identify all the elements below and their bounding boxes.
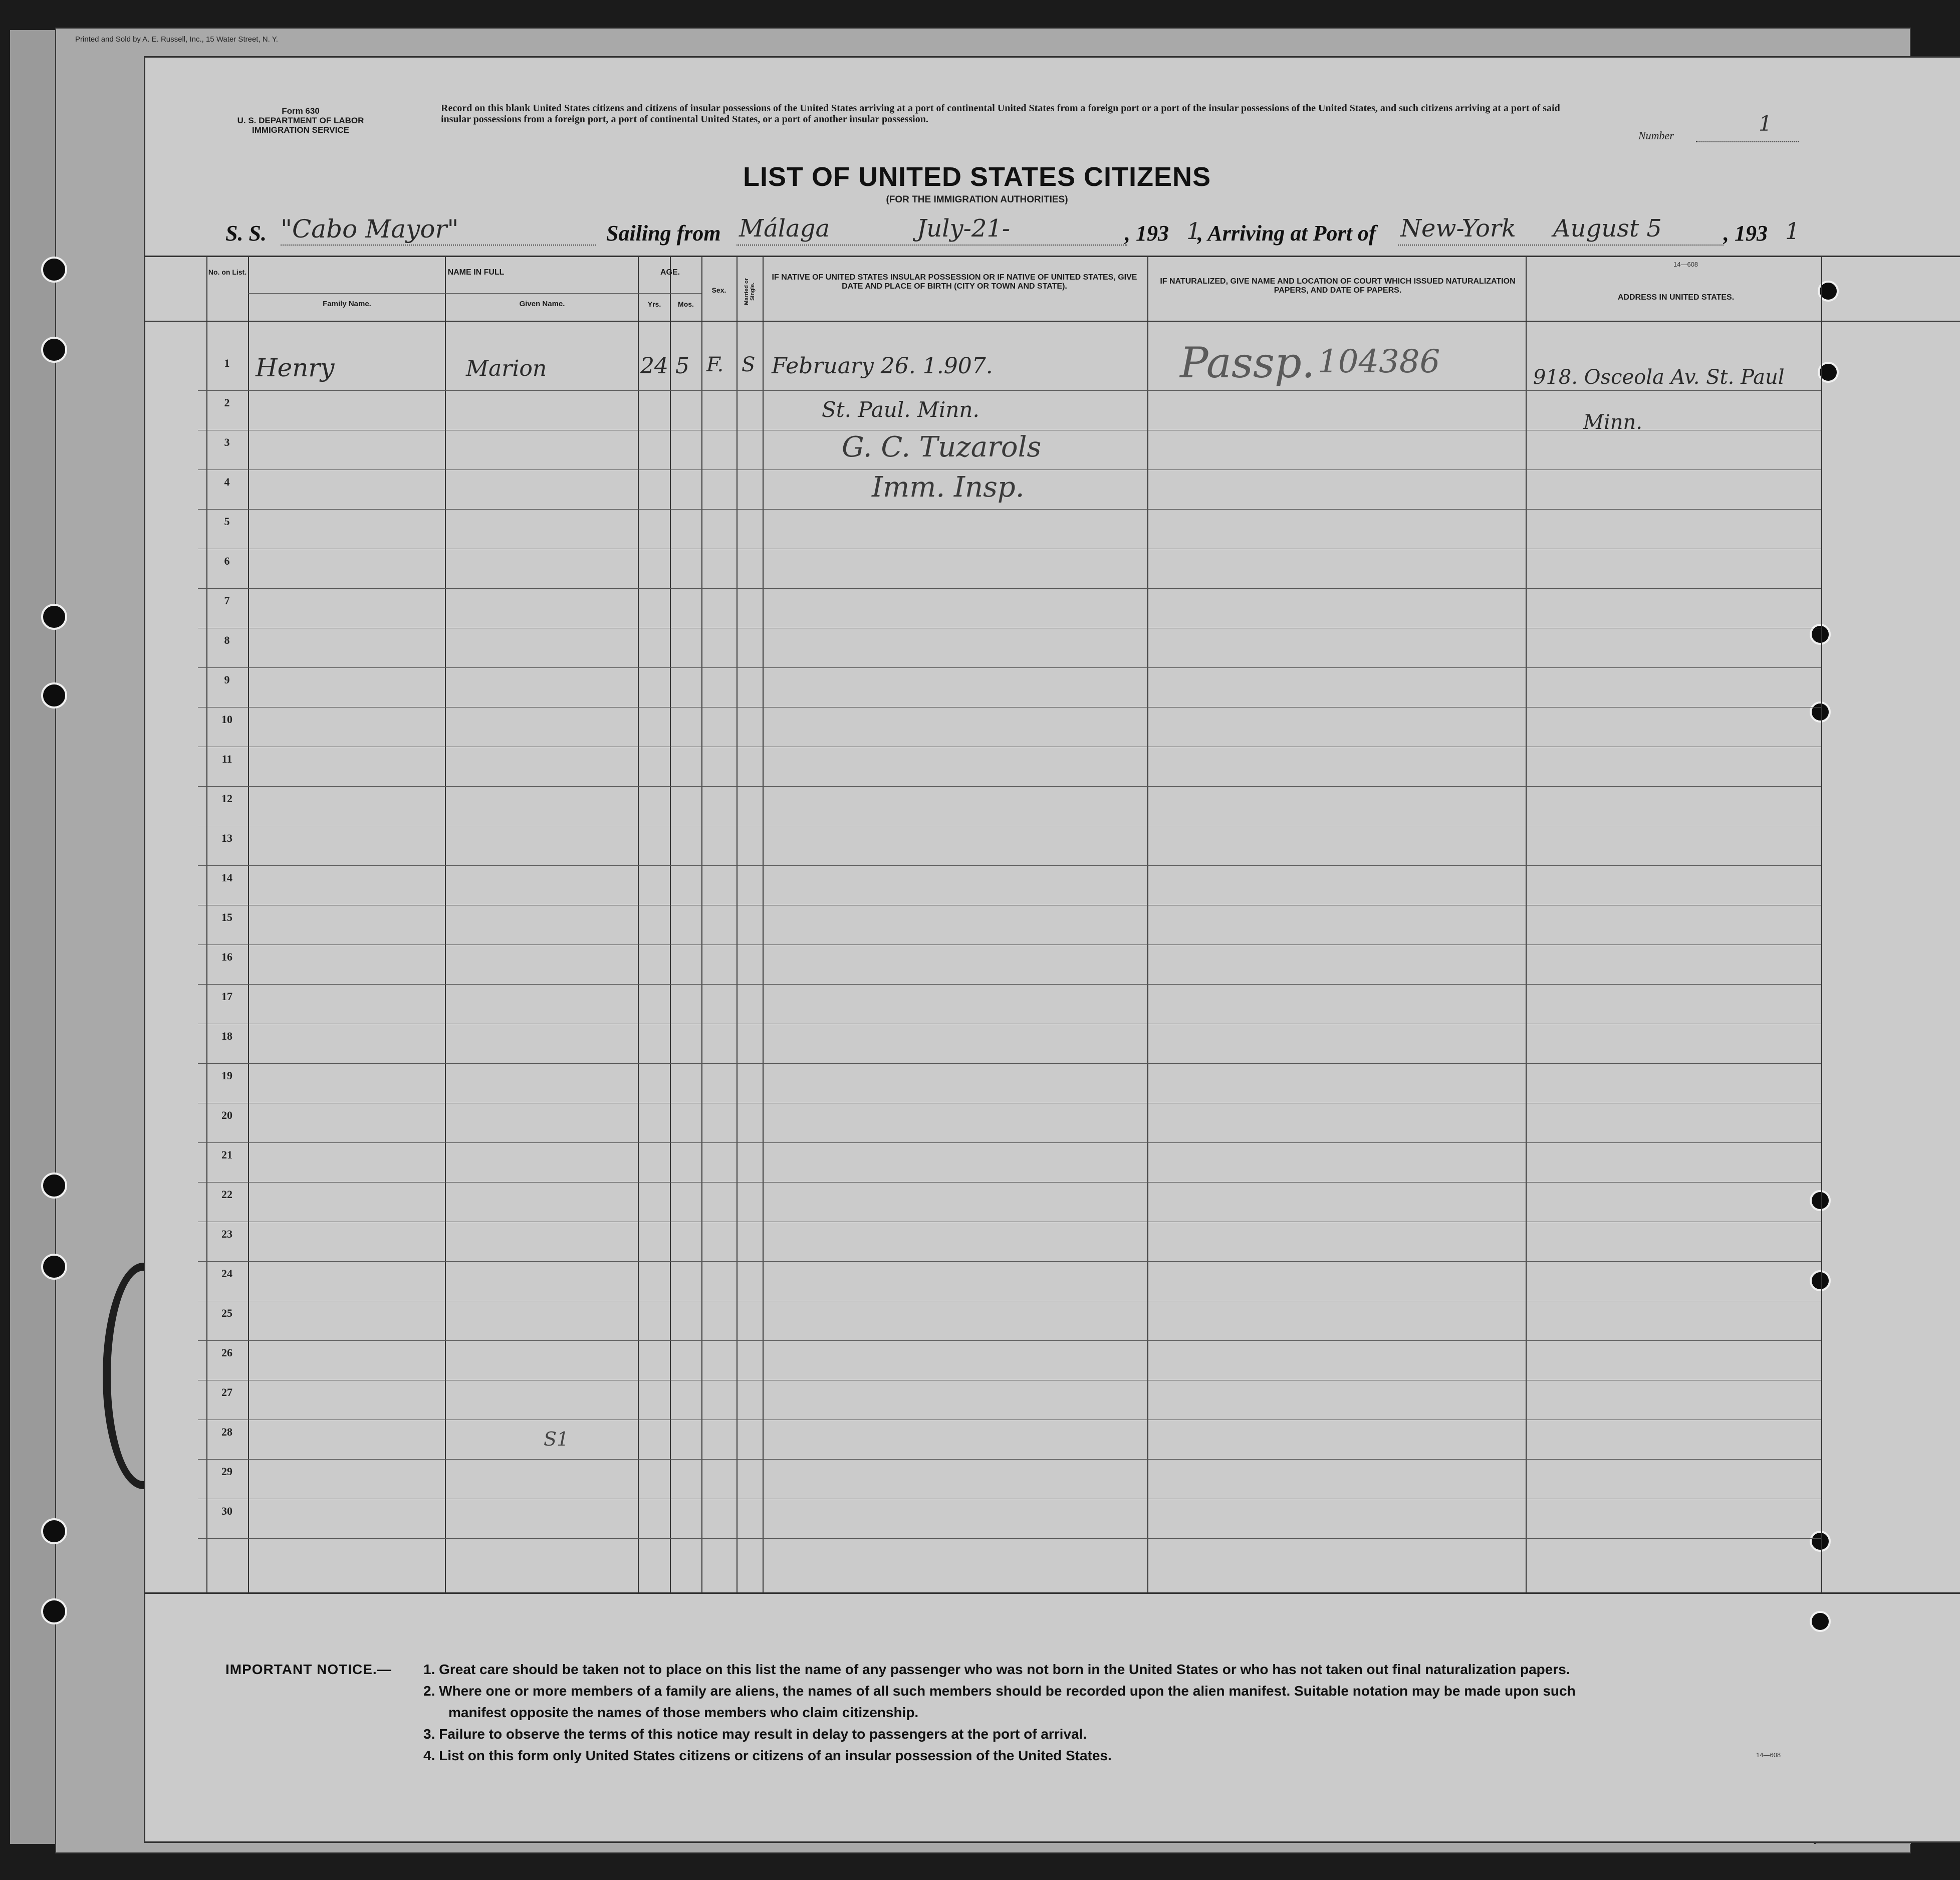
col-divider (737, 256, 738, 1592)
col-divider (445, 256, 446, 1592)
header-family-name: Family Name. (323, 300, 371, 308)
col-divider (701, 256, 702, 1592)
form-number: Form 630 (282, 106, 320, 116)
punch-hole (1810, 1270, 1831, 1291)
table-row-line (198, 588, 1821, 589)
sex-value: F. (706, 353, 724, 376)
punch-hole (1810, 1190, 1831, 1211)
punch-hole (41, 604, 67, 630)
age-subheader-line (638, 293, 701, 294)
arrival-line (1398, 245, 1724, 246)
header-married-single: Married or Single. (744, 278, 756, 305)
table-row-line (198, 667, 1821, 668)
punch-hole (1810, 701, 1831, 723)
col-divider (206, 256, 207, 1592)
age-yrs-value: 24 (640, 353, 668, 379)
given-name-value: Marion (466, 356, 547, 381)
notice-item-2: 2. Where one or more members of a family are aliens, the names of all such members should be recorded upon the alien manifest. Suitable notation may be made upon such (423, 1683, 1576, 1699)
service: IMMIGRATION SERVICE (252, 125, 349, 135)
header-yrs: Yrs. (647, 300, 661, 308)
ship-line (281, 245, 596, 246)
name-subheader-line (248, 293, 701, 294)
table-row-line (198, 984, 1821, 985)
notice-item-3: 3. Failure to observe the terms of this notice may result in delay to passengers at the port of arrival. (423, 1726, 1087, 1742)
row-number: 15 (221, 911, 232, 923)
row-number: 22 (221, 1188, 232, 1201)
age-mos-value: 5 (675, 353, 689, 379)
notice-item-4: 4. List on this form only United States citizens or citizens of an insular possession of the United States. (423, 1748, 1112, 1763)
punch-hole (41, 1598, 67, 1624)
punch-hole (1810, 624, 1831, 645)
row-number: 21 (221, 1148, 232, 1161)
col-divider (1821, 256, 1822, 1592)
address-line-2: Minn. (1583, 411, 1642, 434)
table-row-line (198, 1261, 1821, 1262)
table-top-border (145, 256, 1960, 257)
row-number: 20 (221, 1109, 232, 1121)
table-row-line (198, 1538, 1821, 1539)
row-number: 28 (221, 1426, 232, 1438)
col-divider (1147, 256, 1148, 1592)
row-number: 10 (221, 713, 232, 726)
row-number: 12 (221, 792, 232, 805)
col-divider (1526, 256, 1527, 1592)
row-number: 25 (221, 1307, 232, 1319)
row-number: 1 (224, 357, 230, 369)
row-number: 3 (224, 436, 230, 448)
header-address: ADDRESS IN UNITED STATES. (1617, 293, 1735, 302)
row-number: 2 (224, 396, 230, 409)
col-divider (638, 256, 639, 1592)
record-instruction: Record on this blank United States citizens and citizens of insular possessions of the United States arriving at a port of continental United States from a foreign port or a port of the insular possessions of the United States, and such citizens arriving at a port of said insular possessions from a foreign port, a port of continental United States, or a port of another insular possession. (441, 103, 1560, 125)
punch-hole (41, 1172, 67, 1199)
table-row-line (198, 469, 1821, 470)
departure-date: July-21- (917, 214, 1011, 243)
list-number: 1 (1759, 111, 1772, 136)
year-suffix-2: 1 (1785, 217, 1800, 245)
header-age: AGE. (660, 268, 680, 277)
inspector-title: Imm. Insp. (872, 471, 1025, 504)
row-number: 24 (221, 1267, 232, 1280)
col-divider (763, 256, 764, 1592)
table-row-line (198, 1142, 1821, 1143)
row-number: 6 (224, 555, 230, 567)
row-number: 27 (221, 1386, 232, 1398)
department: U. S. DEPARTMENT OF LABOR (237, 116, 364, 125)
departure-line (737, 245, 1127, 246)
row-number: 14 (221, 871, 232, 884)
printer-line: Printed and Sold by A. E. Russell, Inc., 15 Water Street, N. Y. (75, 35, 278, 44)
table-row-line (198, 1340, 1821, 1341)
row-number: 8 (224, 634, 230, 646)
birth-place-value: St. Paul. Minn. (822, 397, 979, 422)
table-row-line (198, 707, 1821, 708)
table-row-line (198, 509, 1821, 510)
row-number: 7 (224, 594, 230, 607)
table-bottom-border (145, 1592, 1960, 1594)
number-label: Number (1638, 129, 1674, 142)
punch-hole (41, 1254, 67, 1280)
year-prefix-1: , 193 (1125, 221, 1169, 246)
notice-item-1: 1. Great care should be taken not to place on this list the name of any passenger who was not born in the United States or who has not taken out final naturalization papers. (423, 1662, 1570, 1677)
table-row-line (198, 390, 1821, 391)
form-identification (210, 106, 391, 135)
form-code-bottom: 14—608 (1756, 1751, 1781, 1759)
table-row-line (198, 865, 1821, 866)
row-number: 29 (221, 1465, 232, 1478)
address-line-1: 918. Osceola Av. St. Paul (1533, 366, 1785, 389)
arrival-date: August 5 (1553, 214, 1662, 243)
header-no-on-list: No. on List. (208, 268, 247, 276)
notice-item-2-continued: manifest opposite the names of those members who claim citizenship. (448, 1705, 919, 1720)
ship-name: "Cabo Mayor" (281, 214, 459, 244)
passport-number: 104386 (1318, 343, 1440, 380)
row-number: 11 (221, 753, 232, 765)
sailing-label: Sailing from (606, 221, 721, 246)
table-row-line (198, 1182, 1821, 1183)
col-divider (248, 256, 249, 1592)
notice-lead: IMPORTANT NOTICE.— (225, 1662, 392, 1677)
table-row-line (198, 1459, 1821, 1460)
punch-hole (1810, 1531, 1831, 1552)
birth-date-value: February 26. 1.907. (772, 353, 993, 379)
port-from: Málaga (739, 214, 830, 243)
punch-hole (1810, 1611, 1831, 1632)
header-naturalized: IF NATURALIZED, GIVE NAME AND LOCATION OF COURT WHICH ISSUED NATURALIZATION PAPERS, AND DATE OF PAPERS. (1160, 277, 1516, 295)
port-to: New-York (1400, 214, 1516, 243)
ss-label: S. S. (225, 221, 267, 246)
table-row-line (198, 786, 1821, 787)
stray-mark: S1 (544, 1428, 569, 1450)
col-divider (670, 256, 671, 1592)
punch-hole (41, 682, 67, 709)
row-number: 18 (221, 1030, 232, 1042)
header-sex: Sex. (711, 286, 726, 294)
table-row-line (198, 1063, 1821, 1064)
header-name-in-full: NAME IN FULL (447, 268, 505, 277)
passport-label: Passp. (1180, 338, 1315, 387)
header-given-name: Given Name. (519, 300, 565, 308)
header-native: IF NATIVE OF UNITED STATES INSULAR POSSESSION OR IF NATIVE OF UNITED STATES, GIVE DATE AND PLACE OF BIRTH (CITY OR TOWN AND STATE). (772, 273, 1137, 291)
year-suffix-1: 1 (1186, 217, 1201, 245)
row-number: 13 (221, 832, 232, 844)
table-header-border (145, 321, 1960, 322)
header-mos: Mos. (678, 300, 694, 308)
punch-hole (41, 337, 67, 363)
row-number: 5 (224, 515, 230, 528)
row-number: 30 (221, 1505, 232, 1517)
row-number: 19 (221, 1069, 232, 1082)
row-number: 9 (224, 673, 230, 686)
row-number: 16 (221, 951, 232, 963)
inspector-name: G. C. Tuzarols (842, 431, 1042, 463)
married-single-value: S (742, 353, 756, 376)
row-number: 17 (221, 990, 232, 1003)
form-code-top: 14—608 (1673, 261, 1698, 268)
punch-hole (41, 257, 67, 283)
page-subtitle: (FOR THE IMMIGRATION AUTHORITIES) (886, 194, 1068, 205)
punch-hole (41, 1518, 67, 1544)
arriving-label: , Arriving at Port of (1197, 221, 1376, 246)
year-prefix-2: , 193 (1724, 221, 1768, 246)
number-line (1696, 141, 1799, 142)
row-number: 26 (221, 1346, 232, 1359)
family-name-value: Henry (256, 353, 335, 382)
row-number: 23 (221, 1228, 232, 1240)
form-paper (145, 58, 1960, 1841)
row-number: 4 (224, 476, 230, 488)
page-title: LIST OF UNITED STATES CITIZENS (743, 162, 1211, 192)
